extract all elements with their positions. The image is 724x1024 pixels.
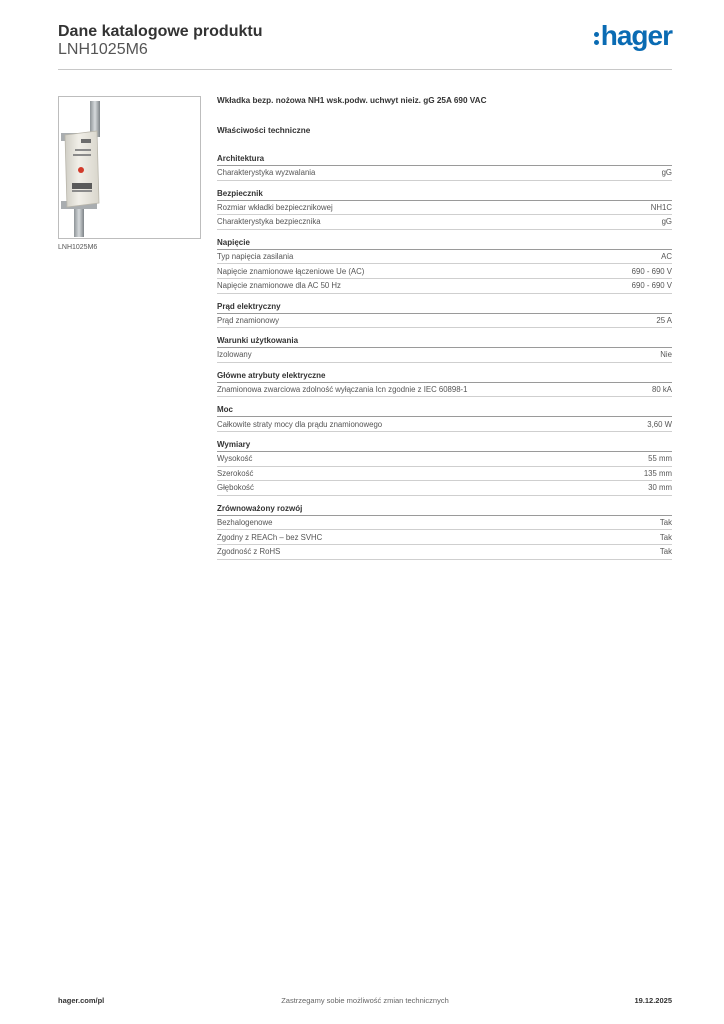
section-title: Warunki użytkowania xyxy=(217,334,672,348)
property-section xyxy=(217,334,672,363)
property-label: Rozmiar wkładki bezpiecznikowej xyxy=(217,202,333,212)
section-title: Bezpiecznik xyxy=(217,187,672,201)
property-value: Tak xyxy=(659,532,672,542)
product-image-caption: LNH1025M6 xyxy=(58,244,98,251)
page-footer xyxy=(58,996,672,1010)
page-header xyxy=(58,20,672,70)
property-section xyxy=(217,152,672,181)
property-value: Tak xyxy=(659,518,672,528)
footer-website: hager.com/pl xyxy=(58,996,105,1005)
property-label: Wysokość xyxy=(217,454,253,464)
property-value: 135 mm xyxy=(643,468,672,478)
property-value: 690 - 690 V xyxy=(631,266,672,276)
product-description: Wkładka bezp. nożowa NH1 wsk.podw. uchwyt nieiz. gG 25A 690 VAC xyxy=(217,96,487,105)
property-label: Izolowany xyxy=(217,350,252,360)
properties-heading: Właściwości techniczne xyxy=(217,126,311,135)
hager-logo xyxy=(594,22,672,50)
section-title: Napięcie xyxy=(217,236,672,250)
properties-sections xyxy=(217,152,672,560)
property-label: Napięcie znamionowe dla AC 50 Hz xyxy=(217,281,341,291)
property-row xyxy=(217,348,672,363)
property-row xyxy=(217,516,672,531)
product-details xyxy=(217,96,672,566)
property-row xyxy=(217,467,672,482)
property-label: Znamionowa zwarciowa zdolność wyłączania Icn zgodnie z IEC 60898-1 xyxy=(217,385,468,395)
property-label: Bezhalogenowe xyxy=(217,518,273,528)
property-row xyxy=(217,417,672,432)
property-value: Nie xyxy=(660,350,672,360)
property-section xyxy=(217,236,672,294)
property-value: 690 - 690 V xyxy=(631,281,672,291)
property-value: 30 mm xyxy=(648,483,672,493)
property-section xyxy=(217,438,672,496)
property-row xyxy=(217,452,672,467)
section-title: Prąd elektryczny xyxy=(217,300,672,314)
property-section xyxy=(217,369,672,398)
property-row xyxy=(217,215,672,230)
property-value: gG xyxy=(661,217,672,227)
section-title: Wymiary xyxy=(217,438,672,452)
section-title: Moc xyxy=(217,403,672,417)
property-value: 55 mm xyxy=(648,454,672,464)
property-section xyxy=(217,403,672,432)
fuse-link-icon xyxy=(59,97,200,238)
footer-notice: Zastrzegamy sobie możliwość zmian technicznych xyxy=(281,996,449,1005)
property-section xyxy=(217,502,672,560)
product-code: LNH1025M6 xyxy=(58,41,148,58)
property-value: AC xyxy=(661,252,672,262)
property-row xyxy=(217,250,672,265)
property-label: Głębokość xyxy=(217,483,254,493)
property-label: Całkowite straty mocy dla prądu znamionowego xyxy=(217,419,383,429)
product-image xyxy=(58,96,201,239)
property-row xyxy=(217,530,672,545)
property-label: Zgodność z RoHS xyxy=(217,547,281,557)
logo-dots-icon xyxy=(594,32,599,45)
property-row xyxy=(217,264,672,279)
property-label: Charakterystyka bezpiecznika xyxy=(217,217,321,227)
property-row xyxy=(217,481,672,496)
property-row xyxy=(217,201,672,216)
property-row xyxy=(217,166,672,181)
property-section xyxy=(217,300,672,329)
property-row xyxy=(217,545,672,560)
section-title: Architektura xyxy=(217,152,672,166)
property-label: Typ napięcia zasilania xyxy=(217,252,294,262)
property-value: Tak xyxy=(659,547,672,557)
section-title: Główne atrybuty elektryczne xyxy=(217,369,672,383)
property-label: Charakterystyka wyzwalania xyxy=(217,168,316,178)
property-value: 3,60 W xyxy=(647,419,672,429)
property-row xyxy=(217,279,672,294)
logo-text: hager xyxy=(600,20,672,51)
property-value: gG xyxy=(661,168,672,178)
property-label: Prąd znamionowy xyxy=(217,315,279,325)
footer-date: 19.12.2025 xyxy=(634,996,672,1005)
property-label: Zgodny z REACh – bez SVHC xyxy=(217,532,323,542)
property-row xyxy=(217,314,672,329)
property-value: 25 A xyxy=(656,315,672,325)
page-title: Dane katalogowe produktu xyxy=(58,23,263,40)
property-label: Szerokość xyxy=(217,468,254,478)
property-value: 80 kA xyxy=(652,385,672,395)
section-title: Zrównoważony rozwój xyxy=(217,502,672,516)
property-section xyxy=(217,187,672,230)
property-row xyxy=(217,383,672,398)
property-value: NH1C xyxy=(650,202,672,212)
property-label: Napięcie znamionowe łączeniowe Ue (AC) xyxy=(217,266,365,276)
